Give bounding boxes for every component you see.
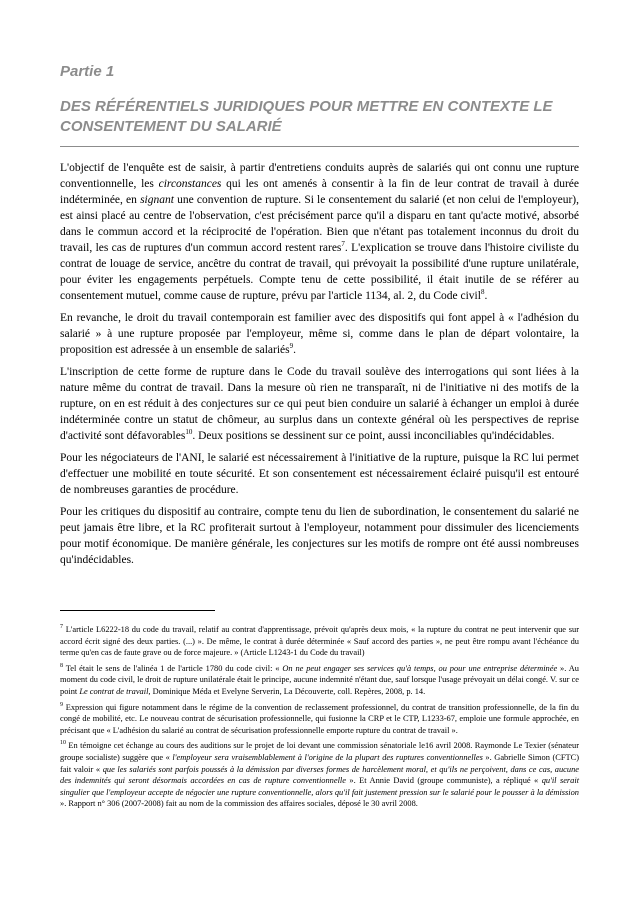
footnote-10 xyxy=(60,740,579,810)
footnote-text: Expression qui figure notamment dans le régime de la convention de reclassement professionnel, du contrat de transition professionnelle, de la fin du congé de mobilité, etc. Le nouveau contrat de sécurisation professionnelle, qui fusionne la CRP et le CTP, L1233-67, emploie une formule approchée, en précisant que « L'adhésion du salarié au contrat de sécurisation professionnelle emporte rupture du contrat de travail ». xyxy=(60,702,579,735)
text-run: . L'explication se trouve dans l'histoire civiliste du contrat de louage de service, ancêtre du contrat de travail, qui prévoyait la possibilité d'une rupture unilatérale, pour éviter les engagements perpétuels. Compte tenu de cette possibilité, il était inutile de se référer au consentement mutuel, comme cause de rupture, prévu par l'article 1134, al. 2, du Code civil xyxy=(60,242,579,302)
emphasis: l'employeur sera vraisemblablement à l'origine de la plupart des ruptures conventionnelles xyxy=(172,752,483,762)
footnote-text: En témoigne cet échange au cours des auditions sur le projet de loi devant une commission sénatoriale le16 avril 2008. Raymonde Le Texier (sénateur groupe socialiste) suggère que « xyxy=(60,741,579,762)
text-run: L'objectif de l'enquête est de saisir, à partir d'entretiens conduits auprès de salariés qui ont connu une rupture conventionnelle, les xyxy=(60,162,579,190)
title-divider xyxy=(60,146,579,147)
footnote-separator xyxy=(60,610,215,611)
text-run: En revanche, le droit du travail contemporain est familier avec des dispositifs qui font appel à « l'adhésion du salarié » à une rupture proposée par l'employeur, même si, comme dans le plan de départ volontaire, la proposition est adressée à un ensemble de salariés xyxy=(60,312,579,356)
emphasis: On ne peut engager ses services qu'à temps, ou pour une entreprise déterminée xyxy=(282,663,558,673)
footnote-9 xyxy=(60,702,579,737)
part-heading: Partie 1 xyxy=(60,63,115,80)
paragraph-5: Pour les critiques du dispositif au contraire, compte tenu du lien de subordination, le consentement du salarié ne peut jamais être libre, et la RC profiterait surtout à l'employeur, notamment pour dissimuler des licenciements pour motif économique. De manière générale, les conjectures sur les motifs de rompre ont été aussi nombreuses qu'indécidables. xyxy=(60,506,579,566)
emphasis: que les salariés sont parfois poussés à la démission par diverses formes de harcèlement moral, et qu'ils ne perçoivent, dans ce cas, aucune des indemnités qui seront désormais accordées en cas de rupture conventionnelle xyxy=(60,764,579,786)
text-run: L'inscription de cette forme de rupture dans le Code du travail soulève des interrogations qui sont liées à la nature même du contrat de travail. Dans la mesure où rien ne transparaît, ni de l'initiative ni des motifs de la rupture, on en est réduit à des conjectures sur ce qui peut bien conduire un salarié à échanger un emploi à durée indéterminée contre un statut de chômeur, au surplus dans un contexte général où les perspectives de reprise d'activité sont défavorables xyxy=(60,366,579,442)
footnote-number: 8 xyxy=(60,662,63,669)
paragraph-3 xyxy=(60,364,579,444)
footnote-ref-9[interactable]: 9 xyxy=(289,342,294,351)
footnote-number: 7 xyxy=(60,624,63,631)
footnote-text: ». Rapport n° 306 (2007-2008) fait au nom de la commission des affaires sociales, déposé le 30 avril 2008. xyxy=(60,799,418,809)
footnote-ref-8[interactable]: 8 xyxy=(480,288,485,297)
text-run: . Deux positions se dessinent sur ce point, aussi inconciliables qu'indécidables. xyxy=(192,430,555,442)
text-run: qui les ont amenés à consentir à la fin de leur contrat de travail à durée indéterminée, en xyxy=(60,178,579,206)
footnote-number: 9 xyxy=(60,701,63,708)
paragraph-1 xyxy=(60,160,579,304)
footnote-text: L'article L6222-18 du code du travail, relatif au contrat d'apprentissage, prévoit qu'après deux mois, « la rupture du contrat ne peut intervenir que sur accord écrit signé des deux parties. (...) ». De même, le contrat à durée déterminée « Sauf accord des parties », ne peut être rompu avant l'échéance du terme qu'en cas de faute grave ou de force majeure. » (Article L1243-1 du Code du travail) xyxy=(60,625,579,658)
emphasis: Le contrat de travail xyxy=(79,686,149,696)
footnote-8 xyxy=(60,663,579,698)
footnote-7 xyxy=(60,624,579,659)
emphasis: qu'il serait singulier que l'employeur accepte de négocier une rupture conventionnelle, alors qu'il fait justement pression sur le salarié pour le pousser à la démission xyxy=(60,776,580,797)
page-title: DES RÉFÉRENTIELS JURIDIQUES POUR METTRE EN CONTEXTE LE CONSENTEMENT DU SALARIÉ xyxy=(60,98,553,135)
footnote-text: Tel était le sens de l'alinéa 1 de l'article 1780 du code civil: « xyxy=(63,663,283,673)
footnote-number: 10 xyxy=(60,740,66,747)
paragraph-4: Pour les négociateurs de l'ANI, le salarié est nécessairement à l'initiative de la rupture, puisque la RC lui permet d'effectuer une mobilité en toute sécurité. Et son consentement est nécessairement éclairé puisqu'il est entouré de nombreuses garanties de procédure. xyxy=(60,452,579,496)
text-run: une convention de rupture. Si le consentement du salarié (et non celui de l'employeur), est ainsi placé au centre de l'observation, c'est précisément parce qu'il a disparu en tant qu'acte motivé, absorbé dans le commun accord et la réciprocité de l'opération. Bien que n'étant pas totalement inconnus du droit du travail, les cas de ruptures d'un commun accord restent rares xyxy=(60,194,579,254)
body-text xyxy=(60,160,579,574)
footnote-ref-10[interactable]: 10 xyxy=(185,428,193,437)
footnote-ref-7[interactable]: 7 xyxy=(341,240,345,249)
footnote-text: ». Au moment du code civil, le droit de rupture unilatérale était le principe, aucune indemnité n'étant due, sauf lorsque l'usage prévoyait un délai congé. V. sur ce point xyxy=(60,663,579,696)
footnote-text: , Dominique Méda et Evelyne Serverin, La Découverte, coll. Repères, 2008, p. 14. xyxy=(148,686,426,696)
emphasis: circonstances xyxy=(158,178,222,190)
text-run: . xyxy=(484,290,488,302)
footnote-text: ». Et Annie David (groupe communiste), a répliqué « xyxy=(345,776,542,786)
document-page xyxy=(60,0,579,903)
paragraph-2 xyxy=(60,310,579,358)
footnotes xyxy=(60,624,579,814)
text-run: . xyxy=(293,344,296,356)
footnote-text: ». Gabrielle Simon (CFTC) fait valoir « xyxy=(60,752,579,774)
emphasis: signant xyxy=(140,194,174,206)
